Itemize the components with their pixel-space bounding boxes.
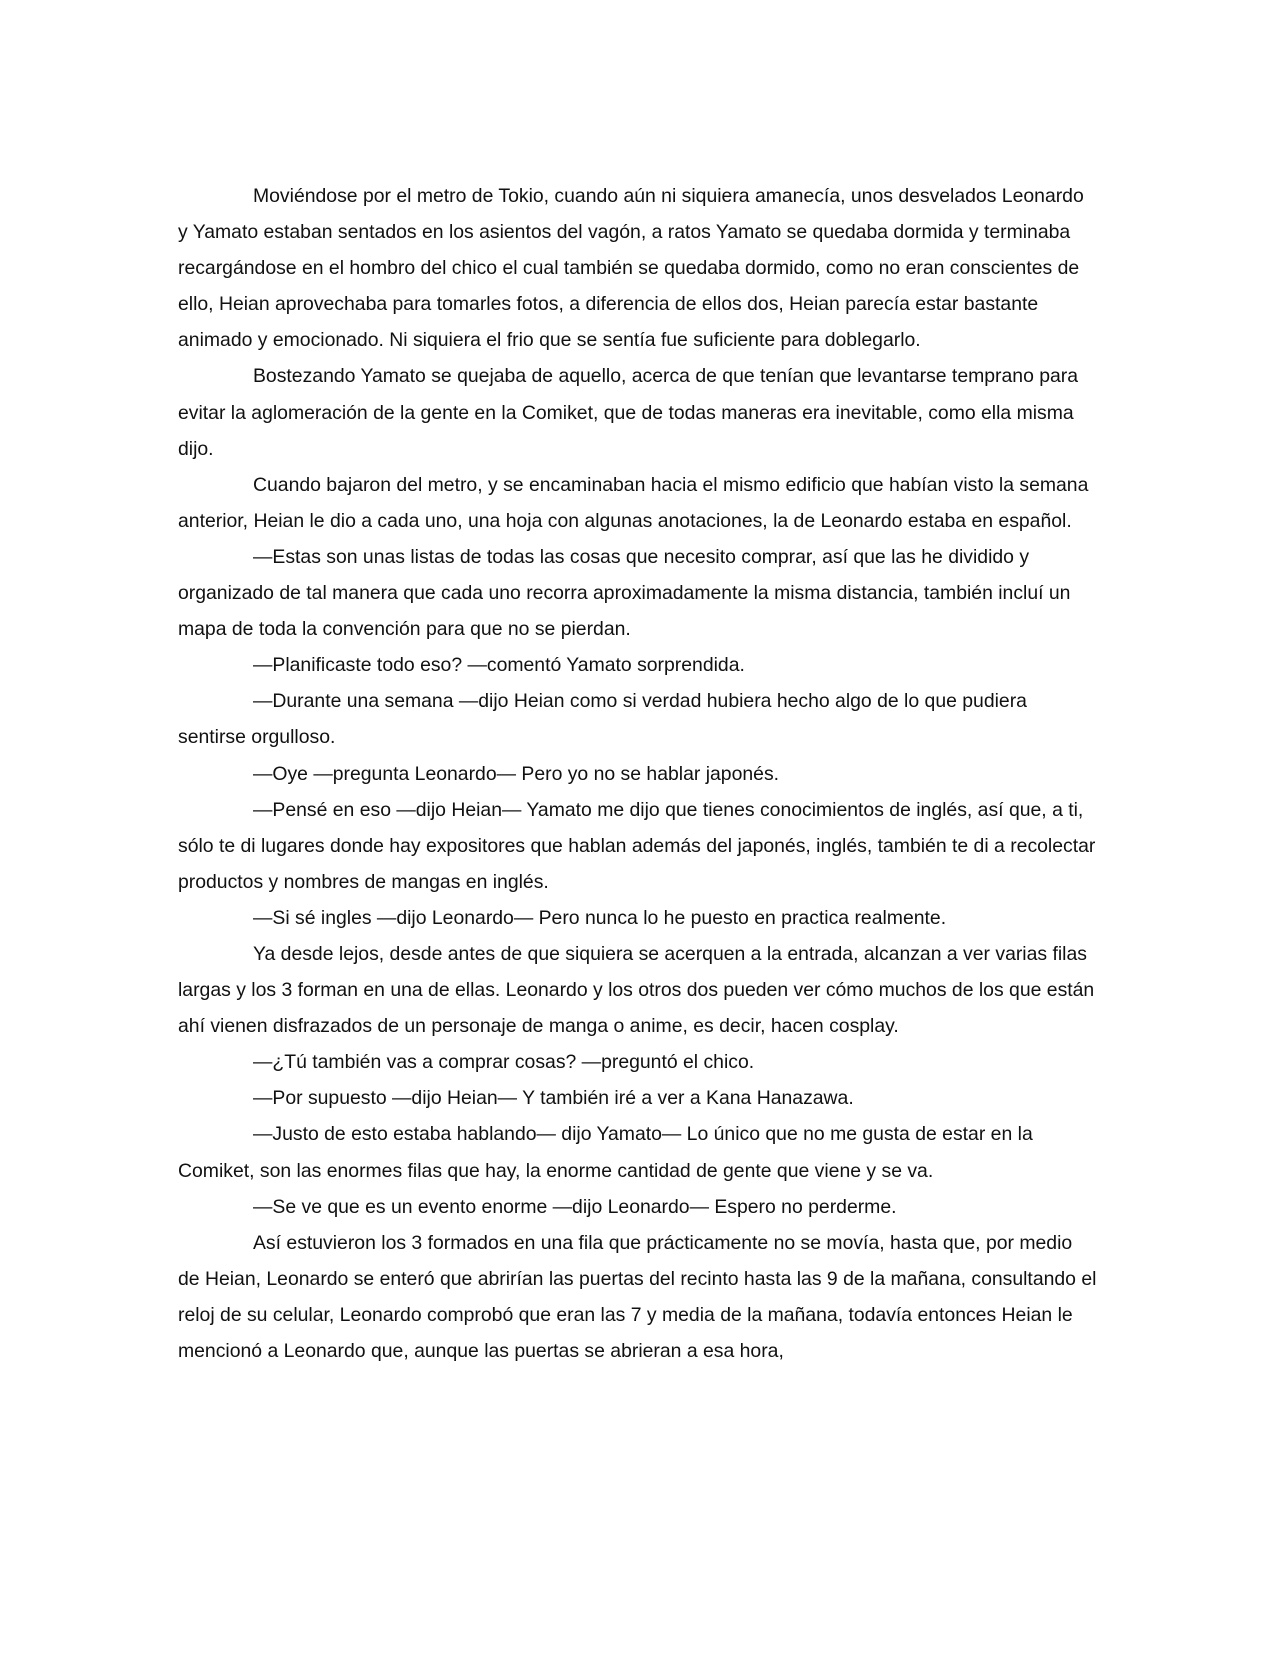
paragraph: —Durante una semana —dijo Heian como si verdad hubiera hecho algo de lo que pudiera sentirse orgulloso. bbox=[178, 690, 1027, 749]
paragraph: —Planificaste todo eso? —comentó Yamato sorprendida. bbox=[253, 654, 745, 677]
body-text bbox=[178, 178, 1098, 1369]
paragraph: Bostezando Yamato se quejaba de aquello, acerca de que tenían que levantarse temprano para evitar la aglomeración de la gente en la Comiket, que de todas maneras era inevitable, como ella misma dijo. bbox=[178, 365, 1079, 460]
paragraph: Ya desde lejos, desde antes de que siquiera se acerquen a la entrada, alcanzan a ver varias filas largas y los 3 forman en una de ellas. Leonardo y los otros dos pueden ver cómo muchos de los que están ahí vienen disfrazados de un personaje de manga o anime, es decir, hacen cosplay. bbox=[178, 942, 1095, 1038]
paragraph: Moviéndose por el metro de Tokio, cuando aún ni siquiera amanecía, unos desvelados Leonardo y Yamato estaban sentados en los asientos del vagón, a ratos Yamato se quedaba dormida y terminaba recargándose en el hombro del chico el cual también se quedaba dormido, como no eran conscientes de ello, Heian aprovechaba para tomarles fotos, a diferencia de ellos dos, Heian parecía estar bastante animado y emocionado. Ni siquiera el frio que se sentía fue suficiente para doblegarlo. bbox=[178, 185, 1084, 352]
paragraph: Cuando bajaron del metro, y se encaminaban hacia el mismo edificio que habían visto la semana anterior, Heian le dio a cada uno, una hoja con algunas anotaciones, la de Leonardo estaba en español. bbox=[178, 473, 1089, 532]
paragraph: —Oye —pregunta Leonardo— Pero yo no se hablar japonés. bbox=[253, 762, 780, 785]
paragraph: —Se ve que es un evento enorme —dijo Leonardo— Espero no perderme. bbox=[253, 1195, 897, 1218]
paragraph: —¿Tú también vas a comprar cosas? —preguntó el chico. bbox=[253, 1051, 755, 1074]
paragraph: Así estuvieron los 3 formados en una fila que prácticamente no se movía, hasta que, por medio de Heian, Leonardo se enteró que abrirían las puertas del recinto hasta las 9 de la mañana, consultando el reloj de su celular, Leonardo comprobó que eran las 7 y media de la mañana, todavía entonces Heian le mencionó a Leonardo que, aunque las puertas se abrieran a esa hora, bbox=[178, 1231, 1097, 1362]
paragraph: —Si sé ingles —dijo Leonardo— Pero nunca lo he puesto en practica realmente. bbox=[253, 906, 947, 929]
paragraph: —Justo de esto estaba hablando— dijo Yamato— Lo único que no me gusta de estar en la Comiket, son las enormes filas que hay, la enorme cantidad de gente que viene y se va. bbox=[178, 1123, 1033, 1182]
paragraph: —Pensé en eso —dijo Heian— Yamato me dijo que tienes conocimientos de inglés, así que, a ti, sólo te di lugares donde hay expositores que hablan además del japonés, inglés, también te di a recolectar productos y nombres de mangas en inglés. bbox=[178, 798, 1096, 893]
paragraph: —Estas son unas listas de todas las cosas que necesito comprar, así que las he dividido y organizado de tal manera que cada uno recorra aproximadamente la misma distancia, también incluí un mapa de toda la convención para que no se pierdan. bbox=[178, 545, 1071, 641]
paragraph: —Por supuesto —dijo Heian— Y también iré a ver a Kana Hanazawa. bbox=[253, 1087, 854, 1110]
